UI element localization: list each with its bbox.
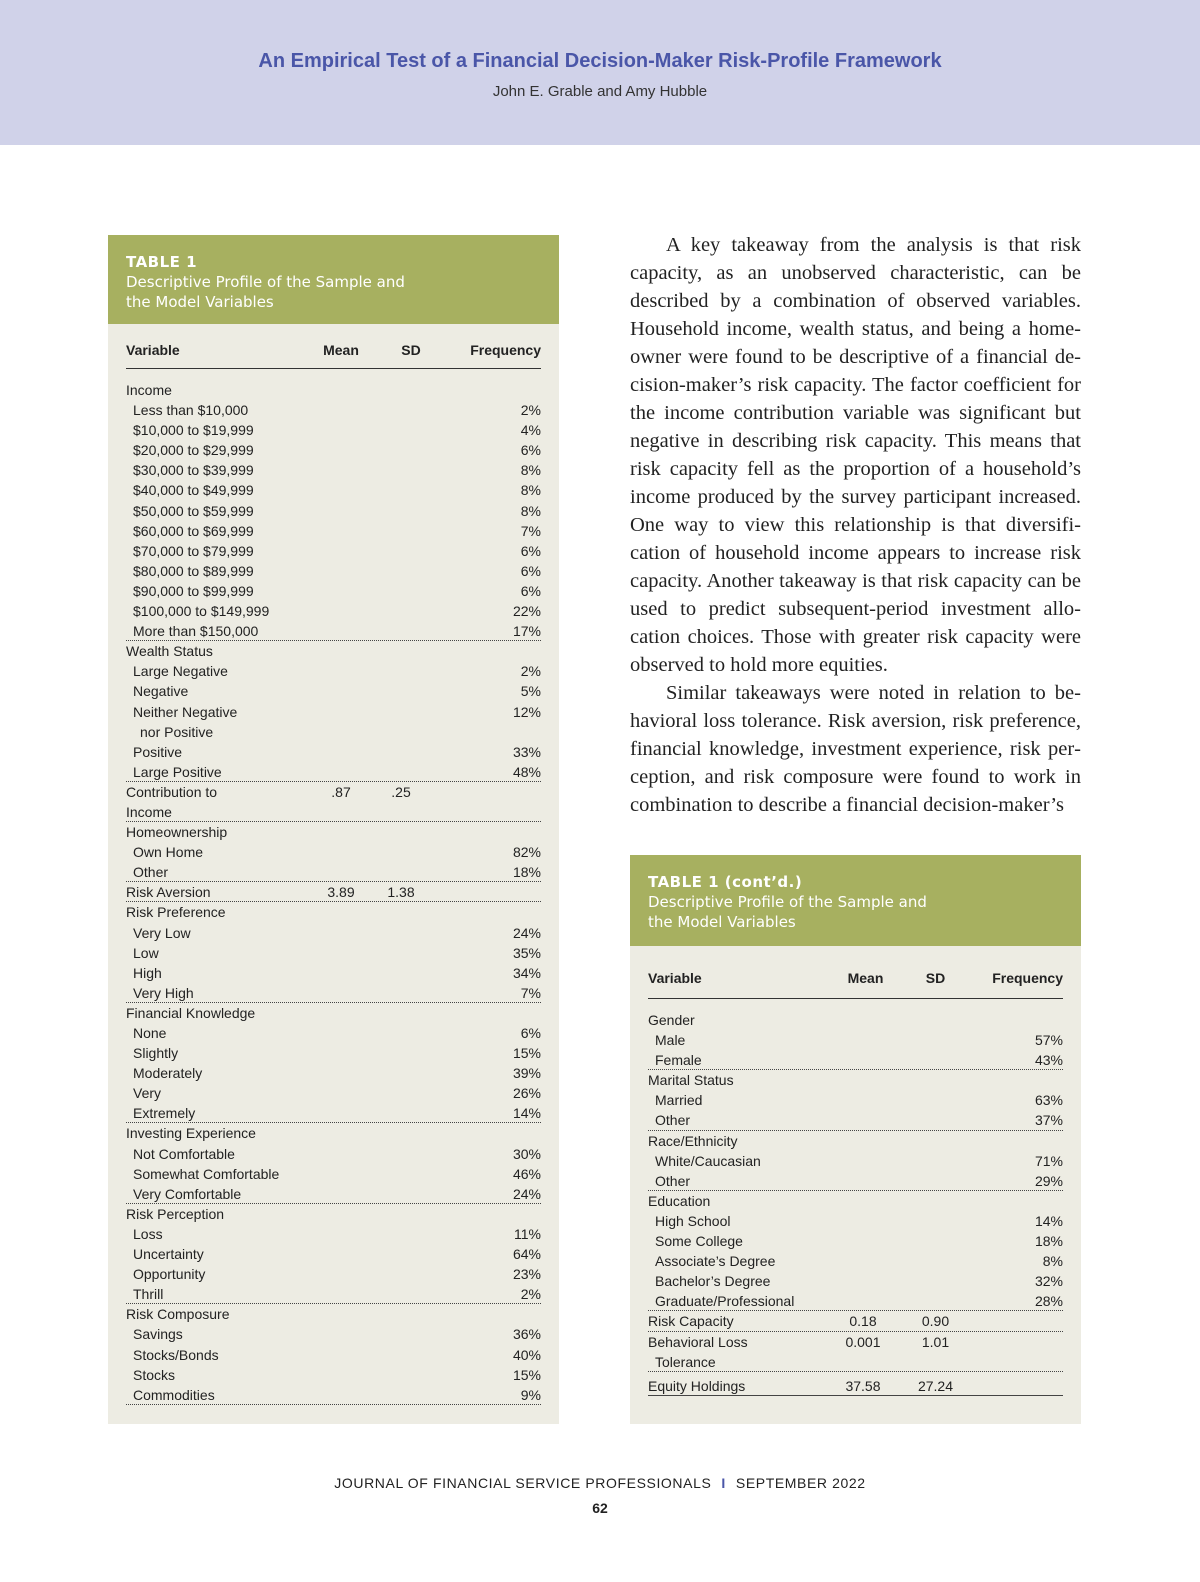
cell-frequency: 18% — [1034, 1233, 1063, 1250]
cell-variable: $70,000 to $79,999 — [133, 542, 254, 559]
table-row — [126, 1264, 541, 1284]
cell-variable: Very Low — [133, 924, 191, 941]
cell-variable: High School — [655, 1212, 731, 1229]
cell-frequency: 15% — [512, 1045, 541, 1062]
cell-frequency: 39% — [512, 1065, 541, 1082]
table-row — [648, 1211, 1063, 1231]
table-row — [648, 1131, 1063, 1151]
cell-frequency: 64% — [512, 1246, 541, 1263]
cell-frequency: 23% — [512, 1266, 541, 1283]
cell-frequency: 8% — [520, 482, 541, 499]
cell-variable: Risk Capacity — [648, 1313, 734, 1330]
cell-variable: $20,000 to $29,999 — [133, 442, 254, 459]
cell-variable: Loss — [133, 1225, 163, 1242]
cell-variable: Male — [655, 1032, 686, 1049]
cell-mean: 0.18 — [849, 1313, 877, 1330]
cell-mean: 3.89 — [327, 884, 355, 901]
table-row — [648, 1231, 1063, 1251]
cell-frequency: 71% — [1034, 1152, 1063, 1169]
cell-frequency: 33% — [512, 743, 541, 760]
cell-frequency: 7% — [520, 984, 541, 1001]
cell-sd: 27.24 — [917, 1377, 954, 1394]
cell-variable: Income — [126, 803, 172, 820]
table-row — [126, 661, 541, 681]
cell-frequency: 6% — [520, 562, 541, 579]
cell-variable: More than $150,000 — [133, 623, 259, 640]
table-row — [648, 1291, 1063, 1311]
table-row — [126, 882, 541, 902]
table-row — [126, 902, 541, 922]
cell-frequency: 28% — [1034, 1293, 1063, 1310]
table-row — [126, 561, 541, 581]
cell-variable: Large Negative — [133, 663, 228, 680]
cell-frequency: 26% — [512, 1085, 541, 1102]
cell-frequency: 29% — [1034, 1172, 1063, 1189]
table-row — [126, 862, 541, 882]
cell-variable: Thrill — [133, 1286, 164, 1303]
table-1-rows — [126, 380, 541, 1405]
table-row — [648, 1050, 1063, 1070]
cell-frequency: 30% — [512, 1145, 541, 1162]
cell-frequency: 8% — [520, 502, 541, 519]
cell-frequency: 7% — [520, 522, 541, 539]
cell-variable: Associate’s Degree — [655, 1253, 776, 1270]
table-row — [126, 762, 541, 782]
cell-variable: Negative — [133, 683, 189, 700]
col-sd: SD — [401, 342, 421, 358]
cell-frequency: 8% — [1042, 1253, 1063, 1270]
col-sd: SD — [925, 970, 946, 986]
cell-variable: Gender — [648, 1012, 695, 1028]
table-row — [648, 1191, 1063, 1211]
cell-variable: Behavioral Loss — [648, 1333, 748, 1350]
cell-frequency: 14% — [1034, 1212, 1063, 1229]
table-row — [126, 822, 541, 842]
cell-variable: Contribution to — [126, 783, 218, 800]
table-1-label: TABLE 1 — [126, 253, 198, 271]
cell-variable: $80,000 to $89,999 — [133, 562, 254, 579]
cell-frequency: 15% — [512, 1366, 541, 1383]
table-row — [126, 440, 541, 460]
cell-variable: Moderately — [133, 1065, 203, 1082]
cell-frequency: 6% — [520, 582, 541, 599]
table-row — [126, 1224, 541, 1244]
table-row — [126, 541, 541, 561]
table-row — [648, 1376, 1063, 1396]
table-row — [126, 1304, 541, 1324]
table-row — [126, 521, 541, 541]
cell-frequency: 24% — [512, 924, 541, 941]
cell-variable: White/Caucasian — [655, 1152, 761, 1169]
cell-frequency: 4% — [520, 422, 541, 439]
col-frequency: Frequency — [992, 970, 1063, 986]
cell-variable: Equity Holdings — [648, 1377, 746, 1394]
cell-variable: Very High — [133, 984, 194, 1001]
cell-frequency: 6% — [520, 542, 541, 559]
table-row — [648, 1010, 1063, 1030]
cell-frequency: 32% — [1034, 1273, 1063, 1290]
cell-variable: $40,000 to $49,999 — [133, 482, 254, 499]
cell-variable: Not Comfortable — [133, 1145, 235, 1162]
footer-separator: I — [721, 1475, 726, 1491]
cell-variable: Graduate/Professional — [655, 1293, 795, 1310]
table-row — [126, 1083, 541, 1103]
cell-variable: Education — [648, 1192, 711, 1209]
table-1-continued-label: TABLE 1 (cont’d.) — [648, 873, 803, 891]
col-mean: Mean — [323, 342, 359, 358]
cell-variable: Other — [655, 1172, 691, 1189]
cell-variable: Other — [655, 1112, 691, 1129]
paragraph-1: A key takeaway from the analysis is that risk capacity, as an unobserved characteristic, can be described by a combination of observed variables. Household income, wealth status, and being a homeowner were found to be descriptive of a financial decision-maker’s risk capacity. The factor coefficient for the income contribution variable was significant but negative in describing risk capacity. This means that risk capacity fell as the proportion of a household’s income produced by the survey participant increased. One way to view this relationship is that diversification of household income appears to increase risk capacity. Another takeaway is that risk capacity can be used to predict subsequent-period investment allocation choices. Those with greater risk capacity were observed to hold more equities. — [630, 234, 1081, 676]
table-row — [126, 1063, 541, 1083]
table-1-heading — [108, 235, 559, 324]
table-row — [126, 380, 541, 400]
table-row — [126, 460, 541, 480]
cell-frequency: 5% — [520, 683, 541, 700]
table-row — [648, 1311, 1063, 1331]
table-row — [126, 1023, 541, 1043]
table-row — [126, 722, 541, 742]
cell-frequency: 37% — [1034, 1112, 1063, 1129]
table-1-continued-subtitle: Descriptive Profile of the Sample and the Model Variables — [648, 893, 927, 931]
cell-variable: $100,000 to $149,999 — [133, 603, 270, 620]
cell-variable: Income — [126, 382, 172, 398]
cell-frequency: 46% — [512, 1165, 541, 1182]
cell-variable: nor Positive — [140, 723, 214, 740]
table-row — [126, 1284, 541, 1304]
cell-frequency: 35% — [512, 944, 541, 961]
table-row — [126, 1204, 541, 1224]
cell-variable: Marital Status — [648, 1072, 734, 1089]
paragraph-2: Similar takeaways were noted in relation to behavioral loss tolerance. Risk aversion, risk preference, financial knowledge, investment experience, risk perception, and risk composure were found to work in combination to describe a financial decision-maker’s — [630, 682, 1081, 816]
table-row — [648, 1110, 1063, 1130]
cell-variable: $90,000 to $99,999 — [133, 582, 254, 599]
cell-variable: Risk Preference — [126, 904, 226, 921]
table-row — [648, 1151, 1063, 1171]
cell-frequency: 57% — [1034, 1032, 1063, 1049]
table-row — [126, 782, 541, 802]
cell-frequency: 2% — [520, 1286, 541, 1303]
cell-variable: Low — [133, 944, 159, 961]
cell-mean: .87 — [331, 783, 351, 800]
cell-frequency: 6% — [520, 442, 541, 459]
table-1-continued-column-headers — [648, 970, 1063, 999]
cell-variable: Risk Perception — [126, 1205, 225, 1222]
issue-date: SEPTEMBER 2022 — [735, 1475, 866, 1491]
table-row — [126, 1244, 541, 1264]
journal-footer — [0, 1475, 1200, 1491]
article-title: An Empirical Test of a Financial Decision-Maker Risk-Profile Framework — [258, 50, 942, 72]
cell-frequency: 12% — [512, 703, 541, 720]
cell-frequency: 2% — [520, 663, 541, 680]
table-1-continued-rows — [648, 1010, 1063, 1396]
table-row — [648, 1090, 1063, 1110]
col-variable: Variable — [126, 342, 180, 358]
table-row — [126, 1324, 541, 1344]
cell-variable: Risk Composure — [126, 1306, 230, 1323]
cell-variable: Large Positive — [133, 763, 222, 780]
cell-sd: 1.38 — [387, 884, 415, 901]
table-1-subtitle: Descriptive Profile of the Sample and the Model Variables — [126, 273, 405, 311]
cell-variable: Somewhat Comfortable — [133, 1165, 280, 1182]
table-row — [126, 802, 541, 822]
cell-variable: Stocks — [133, 1366, 176, 1383]
cell-frequency: 36% — [512, 1326, 541, 1343]
cell-variable: $30,000 to $39,999 — [133, 462, 254, 479]
cell-frequency: 40% — [512, 1346, 541, 1363]
cell-frequency: 9% — [520, 1386, 541, 1403]
table-row — [126, 1345, 541, 1365]
cell-variable: Very Comfortable — [133, 1185, 242, 1202]
table-row — [126, 1003, 541, 1023]
cell-frequency: 14% — [512, 1105, 541, 1122]
table-row — [126, 963, 541, 983]
cell-variable: Other — [133, 864, 169, 881]
table-row — [126, 702, 541, 722]
table-row — [126, 501, 541, 521]
journal-name: JOURNAL OF FINANCIAL SERVICE PROFESSIONALS — [334, 1475, 712, 1491]
table-row — [648, 1352, 1063, 1372]
cell-frequency: 18% — [512, 864, 541, 881]
page-number: 62 — [592, 1500, 608, 1516]
table-row — [648, 1070, 1063, 1090]
cell-frequency: 34% — [512, 964, 541, 981]
cell-frequency: 11% — [514, 1225, 541, 1242]
cell-variable: $60,000 to $69,999 — [133, 522, 254, 539]
cell-variable: Opportunity — [133, 1266, 206, 1283]
cell-variable: Own Home — [133, 844, 204, 861]
cell-variable: Race/Ethnicity — [648, 1132, 738, 1149]
cell-frequency: 17% — [512, 623, 541, 640]
table-row — [126, 1365, 541, 1385]
table-row — [126, 1103, 541, 1123]
table-row — [126, 1385, 541, 1405]
cell-variable: $50,000 to $59,999 — [133, 502, 254, 519]
cell-variable: Female — [655, 1052, 702, 1069]
cell-variable: Homeownership — [126, 824, 228, 841]
cell-frequency: 22% — [512, 603, 541, 620]
cell-variable: Neither Negative — [133, 703, 238, 720]
col-mean: Mean — [847, 970, 884, 986]
cell-frequency: 2% — [520, 402, 541, 419]
cell-variable: Some College — [655, 1233, 743, 1250]
cell-variable: Tolerance — [655, 1353, 716, 1370]
table-row — [126, 581, 541, 601]
table-1-continued — [630, 855, 1081, 1424]
cell-mean: 0.001 — [845, 1333, 881, 1350]
table-row — [126, 1043, 541, 1063]
table-1 — [108, 235, 559, 1424]
cell-variable: Uncertainty — [133, 1246, 204, 1263]
cell-variable: Financial Knowledge — [126, 1004, 256, 1021]
table-row — [126, 480, 541, 500]
cell-frequency: 8% — [520, 462, 541, 479]
table-row — [648, 1332, 1063, 1352]
table-row — [126, 943, 541, 963]
cell-frequency: 63% — [1034, 1092, 1063, 1109]
table-row — [126, 842, 541, 862]
article-authors: John E. Grable and Amy Hubble — [492, 83, 708, 100]
table-row — [126, 601, 541, 621]
cell-variable: Savings — [133, 1326, 183, 1343]
cell-variable: Married — [655, 1092, 703, 1109]
table-row — [126, 400, 541, 420]
cell-mean: 37.58 — [845, 1377, 881, 1394]
cell-variable: Commodities — [133, 1386, 215, 1403]
cell-variable: $10,000 to $19,999 — [133, 422, 254, 439]
cell-variable: Stocks/Bonds — [133, 1346, 219, 1363]
table-row — [126, 1164, 541, 1184]
col-frequency: Frequency — [470, 342, 541, 358]
table-row — [648, 1251, 1063, 1271]
table-row — [126, 742, 541, 762]
cell-variable: Bachelor’s Degree — [655, 1273, 771, 1290]
cell-variable: Investing Experience — [126, 1125, 256, 1142]
cell-variable: Positive — [133, 743, 183, 760]
cell-sd: 1.01 — [921, 1333, 950, 1350]
table-1-continued-heading — [630, 855, 1081, 946]
cell-frequency: 48% — [512, 763, 541, 780]
cell-variable: Wealth Status — [126, 643, 213, 660]
cell-variable: High — [133, 964, 162, 981]
table-row — [648, 1271, 1063, 1291]
table-row — [126, 983, 541, 1003]
table-row — [648, 1171, 1063, 1191]
table-row — [126, 1184, 541, 1204]
cell-sd: 0.90 — [921, 1313, 950, 1330]
table-row — [126, 681, 541, 701]
table-row — [126, 1123, 541, 1143]
table-row — [126, 420, 541, 440]
col-variable: Variable — [648, 970, 702, 986]
cell-frequency: 82% — [512, 844, 541, 861]
table-row — [126, 641, 541, 661]
table-row — [648, 1030, 1063, 1050]
cell-variable: Very — [133, 1085, 162, 1102]
cell-variable: Less than $10,000 — [133, 402, 249, 419]
table-row — [126, 1144, 541, 1164]
cell-variable: Slightly — [133, 1045, 179, 1062]
table-1-column-headers — [126, 342, 541, 369]
table-row — [126, 621, 541, 641]
table-row — [126, 923, 541, 943]
cell-frequency: 43% — [1034, 1052, 1063, 1069]
cell-frequency: 24% — [512, 1185, 541, 1202]
cell-frequency: 6% — [520, 1025, 541, 1041]
body-text — [630, 231, 1081, 819]
cell-variable: Extremely — [133, 1105, 196, 1122]
cell-sd: .25 — [391, 783, 411, 800]
cell-variable: None — [133, 1025, 167, 1041]
cell-variable: Risk Aversion — [126, 884, 211, 901]
